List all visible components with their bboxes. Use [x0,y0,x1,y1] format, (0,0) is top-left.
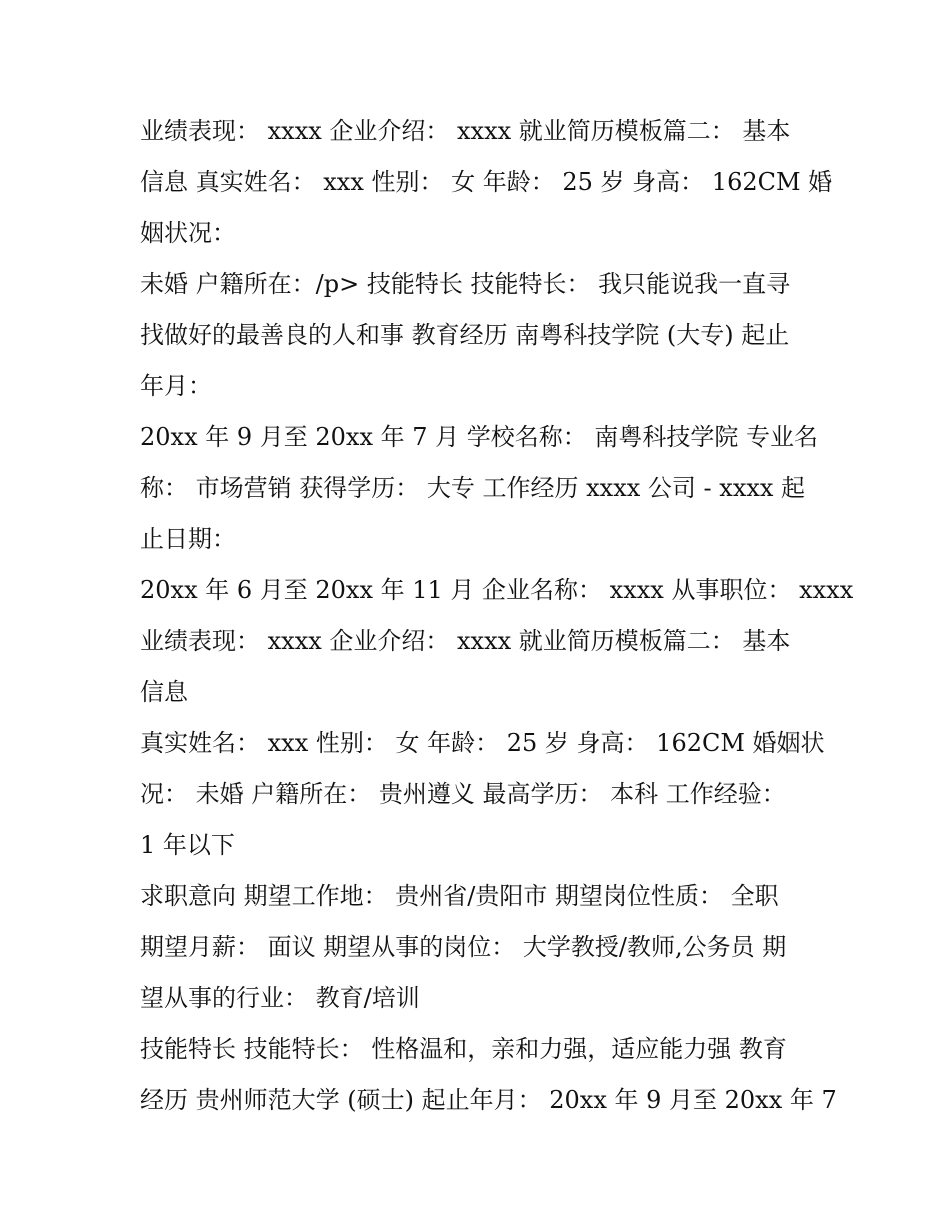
text-line: 业绩表现： xxxx 企业介绍： xxxx 就业简历模板篇二： 基本 [140,627,791,655]
text-line: 20xx 年 9 月至 20xx 年 7 月 学校名称： 南粤科技学院 专业名 [140,423,819,451]
paragraph-5 [140,718,825,871]
text-line: 年月： [140,372,212,400]
paragraph-7 [140,1024,837,1126]
text-line: 期望月薪： 面议 期望从事的岗位： 大学教授/教师,公务员 期 [140,933,787,961]
text-line: 望从事的行业： 教育/培训 [140,984,420,1012]
text-line: 称： 市场营销 获得学历： 大专 工作经历 xxxx 公司 - xxxx 起 [140,474,806,502]
text-line: 技能特长 技能特长： 性格温和，亲和力强，适应能力强 教育 [140,1035,787,1063]
text-line: 找做好的最善良的人和事 教育经历 南粤科技学院 (大专) 起止 [140,321,790,349]
text-line: 求职意向 期望工作地： 贵州省/贵阳市 期望岗位性质： 全职 [140,882,779,910]
text-line: 经历 贵州师范大学 (硕士) 起止年月： 20xx 年 9 月至 20xx 年 7 [140,1086,837,1114]
paragraph-1 [140,106,833,259]
document-body [140,106,854,1126]
text-line: 未婚 户籍所在：/p> 技能特长 技能特长： 我只能说我一直寻 [140,270,791,298]
text-line: 况： 未婚 户籍所在： 贵州遵义 最高学历： 本科 工作经验： [140,780,786,808]
paragraph-4 [140,565,854,718]
paragraph-6 [140,871,820,1024]
text-line: 业绩表现： xxxx 企业介绍： xxxx 就业简历模板篇二： 基本 [140,117,791,145]
text-line: 真实姓名： xxx 性别： 女 年龄： 25 岁 身高： 162CM 婚姻状 [140,729,825,757]
text-line: 止日期： [140,525,236,553]
paragraph-2 [140,259,820,412]
text-line: 信息 真实姓名： xxx 性别： 女 年龄： 25 岁 身高： 162CM 婚 [140,168,833,196]
text-line: 信息 [140,678,188,706]
text-line: 1 年以下 [140,831,235,859]
paragraph-3 [140,412,820,565]
text-line: 20xx 年 6 月至 20xx 年 11 月 企业名称： xxxx 从事职位： xxxx [140,576,854,604]
text-line: 姻状况： [140,219,236,247]
